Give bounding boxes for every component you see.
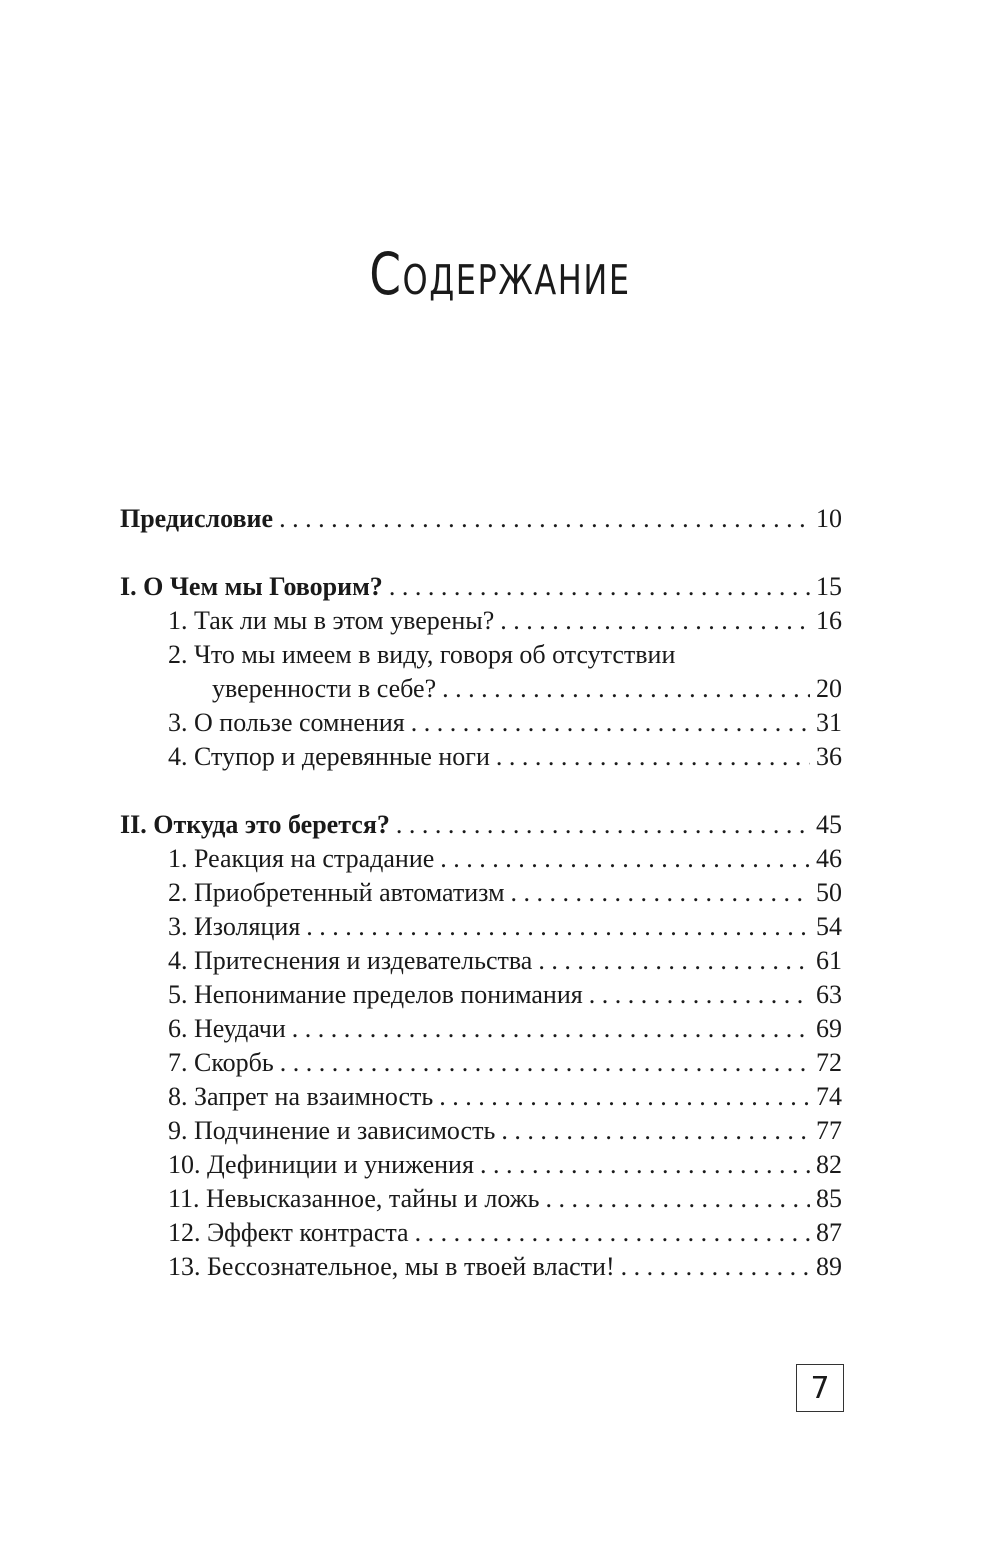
toc-entry-label: 6. Неудачи: [168, 1014, 286, 1043]
toc-entry-part-2[interactable]: [120, 808, 842, 842]
toc-entry-page: 74: [816, 1082, 842, 1111]
toc-entry-page: 87: [816, 1218, 842, 1247]
toc-entry[interactable]: [120, 1216, 842, 1250]
toc-entry-page: 16: [816, 606, 842, 635]
toc-entry-part-1[interactable]: [120, 570, 842, 604]
toc-entry-page: 82: [816, 1150, 842, 1179]
toc-entry-label: 2. Приобретенный автоматизм: [168, 878, 505, 907]
toc-entry-label: I. О Чем мы Говорим?: [120, 572, 383, 601]
toc-entry[interactable]: [120, 944, 842, 978]
toc-entry-label: 2. Что мы имеем в виду, говоря об отсутствии: [168, 640, 676, 669]
toc-entry-label: 13. Бессознательное, мы в твоей власти!: [168, 1252, 615, 1281]
toc-entry[interactable]: [120, 978, 842, 1012]
table-of-contents: [120, 502, 842, 1284]
leader-dots: [292, 1012, 810, 1046]
toc-entry[interactable]: [120, 842, 842, 876]
leader-dots: [415, 1216, 810, 1250]
toc-entry-label: 5. Непонимание пределов понимания: [168, 980, 583, 1009]
leader-dots: [501, 1114, 810, 1148]
leader-dots: [440, 842, 810, 876]
toc-entry[interactable]: [120, 1046, 842, 1080]
leader-dots: [439, 1080, 810, 1114]
toc-entry-label: 3. О пользе сомнения: [168, 708, 405, 737]
toc-entry[interactable]: [120, 604, 842, 638]
toc-entry-label: 4. Ступор и деревянные ноги: [168, 742, 490, 771]
toc-entry-page: 77: [816, 1116, 842, 1145]
toc-entry-page: 31: [816, 708, 842, 737]
toc-entry-label: 12. Эффект контраста: [168, 1218, 409, 1247]
leader-dots: [306, 910, 810, 944]
leader-dots: [480, 1148, 810, 1182]
toc-entry[interactable]: [120, 910, 842, 944]
toc-entry-page: 45: [816, 810, 842, 839]
toc-entry-preface[interactable]: [120, 502, 842, 536]
leader-dots: [538, 944, 810, 978]
toc-entry-label: Предисловие: [120, 504, 274, 533]
leader-dots: [279, 502, 810, 536]
toc-entry-page: 15: [816, 572, 842, 601]
toc-entry-page: 85: [816, 1184, 842, 1213]
toc-entry-page: 69: [816, 1014, 842, 1043]
toc-entry-label: 9. Подчинение и зависимость: [168, 1116, 496, 1145]
toc-entry-page: 61: [816, 946, 842, 975]
leader-dots: [389, 570, 810, 604]
toc-entry-line-2[interactable]: [120, 672, 842, 706]
leader-dots: [280, 1046, 810, 1080]
leader-dots: [442, 672, 810, 706]
toc-entry[interactable]: [120, 1114, 842, 1148]
toc-entry-label: 7. Скорбь: [168, 1048, 274, 1077]
leader-dots: [589, 978, 810, 1012]
leader-dots: [621, 1250, 810, 1284]
leader-dots: [411, 706, 810, 740]
toc-entry[interactable]: [120, 1148, 842, 1182]
toc-entry-label: 11. Невысказанное, тайны и ложь: [168, 1184, 540, 1213]
toc-entry[interactable]: [120, 1080, 842, 1114]
toc-entry-page: 72: [816, 1048, 842, 1077]
toc-entry[interactable]: [120, 1012, 842, 1046]
toc-entry-page: 50: [816, 878, 842, 907]
toc-entry-label: 4. Притеснения и издевательства: [168, 946, 533, 975]
leader-dots: [496, 740, 810, 774]
toc-entry[interactable]: [120, 1182, 842, 1216]
toc-entry-label: 10. Дефиниции и унижения: [168, 1150, 474, 1179]
toc-entry-page: 20: [816, 674, 842, 703]
toc-entry-label: 1. Так ли мы в этом уверены?: [168, 606, 495, 635]
toc-entry[interactable]: [120, 1250, 842, 1284]
toc-entry-page: 46: [816, 844, 842, 873]
page-number: 7: [796, 1364, 844, 1412]
toc-entry[interactable]: [120, 876, 842, 910]
toc-entry-page: 63: [816, 980, 842, 1009]
leader-dots: [511, 876, 810, 910]
toc-entry[interactable]: [120, 706, 842, 740]
toc-entry-page: 89: [816, 1252, 842, 1281]
toc-entry-label: уверенности в себе?: [212, 674, 437, 703]
toc-entry-label: 3. Изоляция: [168, 912, 301, 941]
leader-dots: [396, 808, 810, 842]
toc-entry-page: 36: [816, 742, 842, 771]
page-title: Содержание: [369, 240, 631, 308]
toc-entry-line-1[interactable]: [120, 638, 842, 672]
toc-entry-page: 10: [816, 504, 842, 533]
leader-dots: [500, 604, 810, 638]
toc-entry-label: 8. Запрет на взаимность: [168, 1082, 434, 1111]
leader-dots: [546, 1182, 811, 1216]
toc-entry-label: 1. Реакция на страдание: [168, 844, 435, 873]
toc-entry-label: II. Откуда это берется?: [120, 810, 390, 839]
toc-entry[interactable]: [120, 740, 842, 774]
toc-entry-page: 54: [816, 912, 842, 941]
